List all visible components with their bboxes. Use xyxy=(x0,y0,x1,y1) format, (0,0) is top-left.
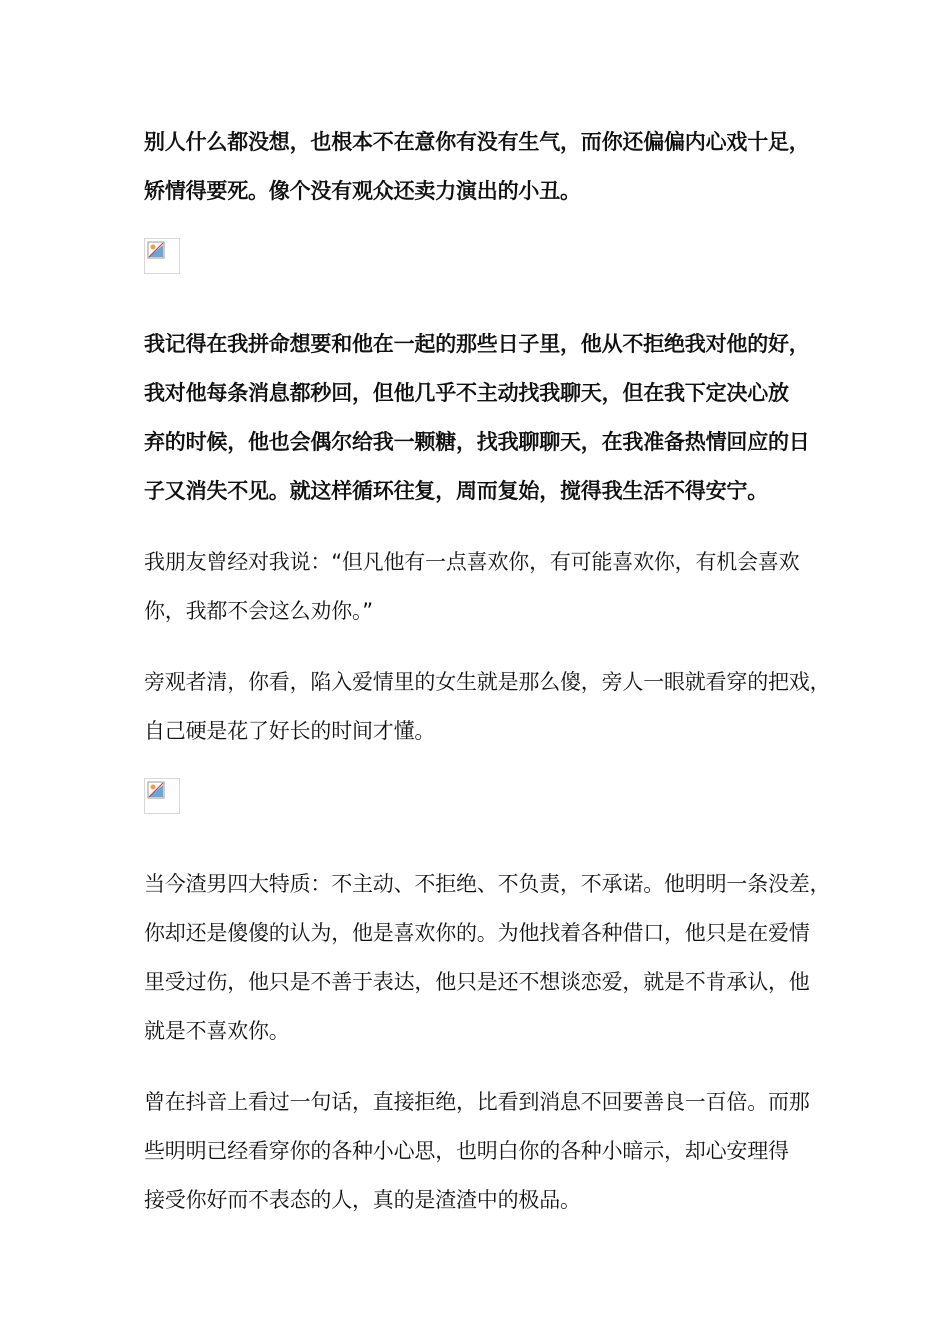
paragraph-2 xyxy=(144,320,824,516)
paragraph-line: 我记得在我拼命想要和他在一起的那些日子里，他从不拒绝我对他的好， xyxy=(144,332,810,356)
paragraph-line: 旁观者清，你看，陷入爱情里的女生就是那么傻，旁人一眼就看穿的把戏， xyxy=(144,670,831,694)
paragraph-1 xyxy=(144,118,824,216)
paragraph-3 xyxy=(144,538,824,636)
paragraph-line: 自己硬是花了好长的时间才懂。 xyxy=(144,719,436,743)
paragraph-4 xyxy=(144,658,831,756)
paragraph-5 xyxy=(144,860,831,1056)
article-body xyxy=(144,118,831,1247)
paragraph-line: 曾在抖音上看过一句话，直接拒绝，比看到消息不回要善良一百倍。而那 xyxy=(144,1090,810,1114)
paragraph-line: 子又消失不见。就这样循环往复，周而复始，搅得我生活不得安宁。 xyxy=(144,479,768,503)
paragraph-line: 我朋友曾经对我说：“但凡他有一点喜欢你，有可能喜欢你，有机会喜欢 xyxy=(144,550,800,574)
broken-image-icon xyxy=(145,779,181,815)
paragraph-line: 当今渣男四大特质：不主动、不拒绝、不负责，不承诺。他明明一条没差， xyxy=(144,872,831,896)
paragraph-line: 弃的时候，他也会偶尔给我一颗糖，找我聊聊天，在我准备热情回应的日 xyxy=(144,430,810,454)
inline-image-2[interactable] xyxy=(144,778,180,814)
paragraph-line: 你却还是傻傻的认为，他是喜欢你的。为他找着各种借口，他只是在爱情 xyxy=(144,921,810,945)
paragraph-line: 就是不喜欢你。 xyxy=(144,1019,290,1043)
paragraph-line: 我对他每条消息都秒回，但他几乎不主动找我聊天，但在我下定决心放 xyxy=(144,381,789,405)
paragraph-line: 别人什么都没想，也根本不在意你有没有生气，而你还偏偏内心戏十足， xyxy=(144,130,810,154)
paragraph-line: 你，我都不会这么劝你。” xyxy=(144,599,373,623)
broken-image-icon xyxy=(145,239,181,275)
paragraph-line: 接受你好而不表态的人，真的是渣渣中的极品。 xyxy=(144,1188,581,1212)
paragraph-line: 些明明已经看穿你的各种小心思，也明白你的各种小暗示，却心安理得 xyxy=(144,1139,789,1163)
inline-image-1[interactable] xyxy=(144,238,180,274)
paragraph-line: 里受过伤，他只是不善于表达，他只是还不想谈恋爱，就是不肯承认，他 xyxy=(144,970,810,994)
paragraph-6 xyxy=(144,1078,824,1225)
paragraph-line: 矫情得要死。像个没有观众还卖力演出的小丑。 xyxy=(144,179,581,203)
